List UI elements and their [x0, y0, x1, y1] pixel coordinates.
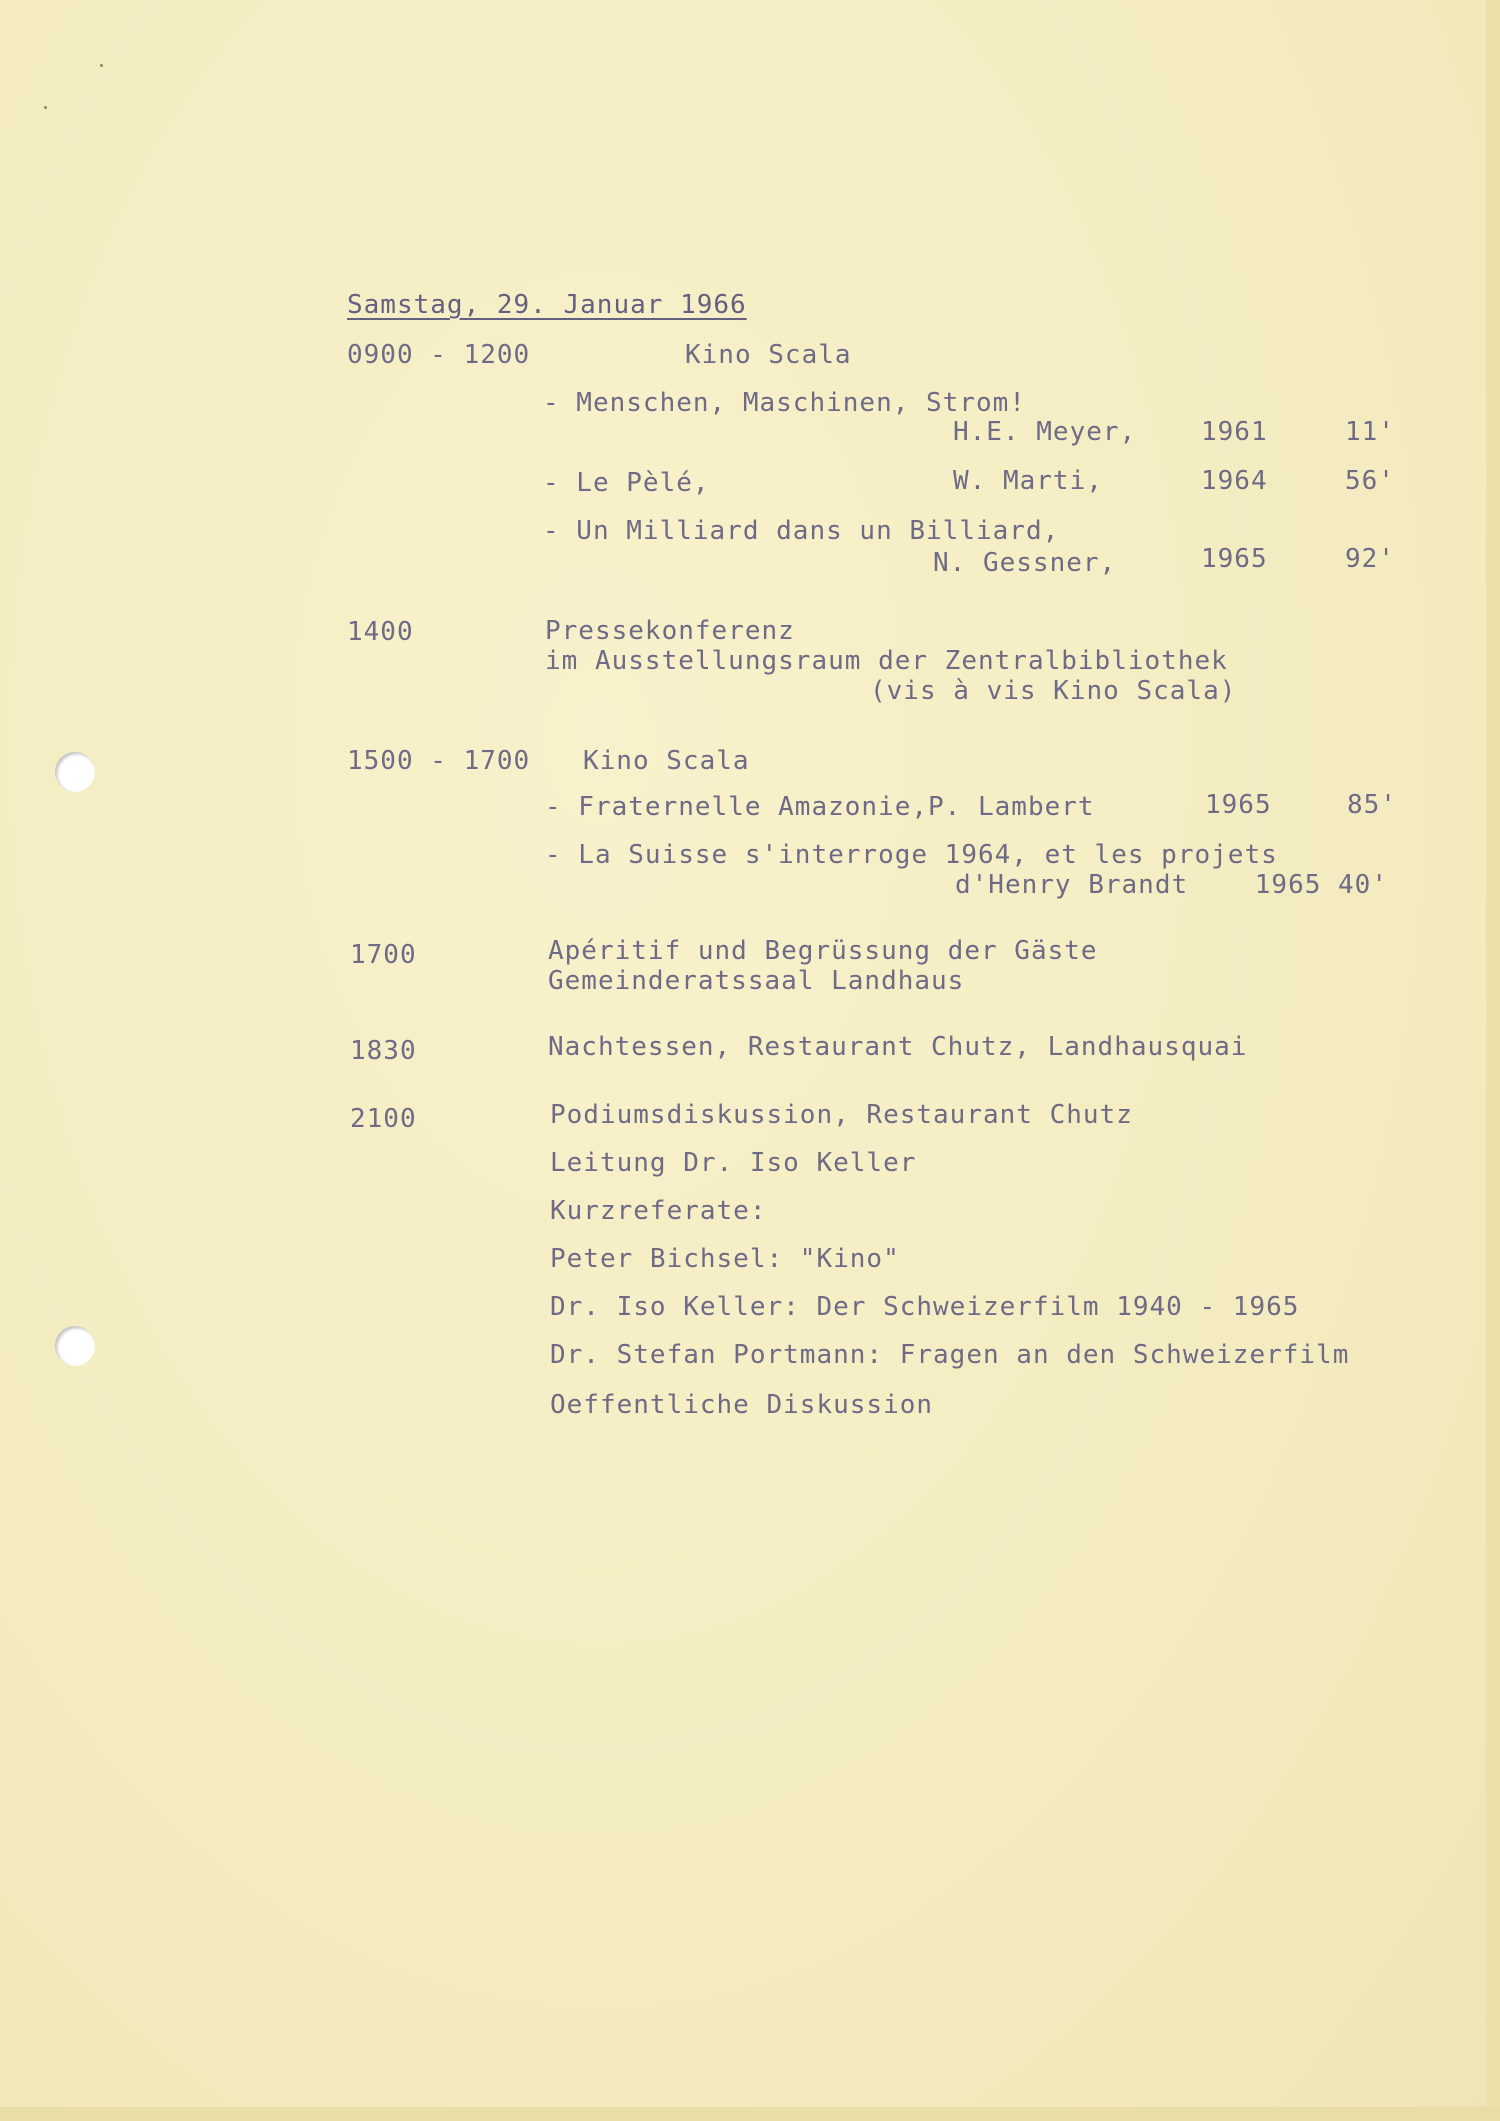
film-director-year-duration: d'Henry Brandt 1965 40': [955, 870, 1388, 900]
time-slot-2100: 2100: [350, 1104, 417, 1134]
film-title: - Fraternelle Amazonie,P. Lambert: [545, 792, 1095, 822]
event-title: Pressekonferenz: [545, 616, 795, 646]
film-duration: 56': [1345, 466, 1395, 496]
time-slot-1700: 1700: [350, 940, 417, 970]
discussion-item: Oeffentliche Diskussion: [550, 1390, 934, 1420]
film-year: 1961: [1201, 417, 1268, 447]
event-title: Nachtessen, Restaurant Chutz, Landhausquai: [548, 1032, 1248, 1062]
talk-item: Dr. Stefan Portmann: Fragen an den Schweizerfilm: [550, 1340, 1350, 1370]
film-year: 1965: [1205, 790, 1272, 820]
talks-heading: Kurzreferate:: [550, 1196, 767, 1226]
talk-item: Peter Bichsel: "Kino": [550, 1244, 900, 1274]
paper-speck: [44, 106, 47, 109]
punch-hole-upper: [55, 752, 95, 792]
film-duration: 85': [1347, 790, 1397, 820]
time-slot-1830: 1830: [350, 1036, 417, 1066]
time-slot-1400: 1400: [347, 617, 414, 647]
schedule-date-heading: Samstag, 29. Januar 1966: [347, 290, 747, 320]
film-duration: 92': [1345, 544, 1395, 574]
event-title: Apéritif und Begrüssung der Gäste: [548, 936, 1098, 966]
paper-speck: [100, 64, 103, 67]
time-slot-0900: 0900 - 1200: [347, 340, 531, 370]
film-year: 1965: [1201, 544, 1268, 574]
film-title: - La Suisse s'interroge 1964, et les projets: [545, 840, 1278, 870]
talk-item: Dr. Iso Keller: Der Schweizerfilm 1940 - 1965: [550, 1292, 1300, 1322]
paper-edge-bottom: [0, 2107, 1500, 2121]
film-director: W. Marti,: [953, 466, 1103, 496]
event-moderation: Leitung Dr. Iso Keller: [550, 1148, 917, 1178]
event-title: Podiumsdiskussion, Restaurant Chutz: [550, 1100, 1133, 1130]
film-duration: 11': [1345, 417, 1395, 447]
film-title: - Menschen, Maschinen, Strom!: [543, 388, 1026, 418]
punch-hole-lower: [55, 1326, 95, 1366]
venue-kino-scala: Kino Scala: [685, 340, 852, 370]
paper-edge-right: [1486, 0, 1500, 2121]
film-title: - Le Pèlé,: [543, 468, 710, 498]
time-slot-1500: 1500 - 1700: [347, 746, 531, 776]
film-year: 1964: [1201, 466, 1268, 496]
event-location-note: (vis à vis Kino Scala): [870, 676, 1237, 706]
film-director: H.E. Meyer,: [953, 417, 1137, 447]
film-director: N. Gessner,: [933, 548, 1117, 578]
venue-kino-scala: Kino Scala: [583, 746, 750, 776]
event-location: im Ausstellungsraum der Zentralbibliothek: [545, 646, 1228, 676]
film-title: - Un Milliard dans un Billiard,: [543, 516, 1060, 546]
event-location: Gemeinderatssaal Landhaus: [548, 966, 965, 996]
